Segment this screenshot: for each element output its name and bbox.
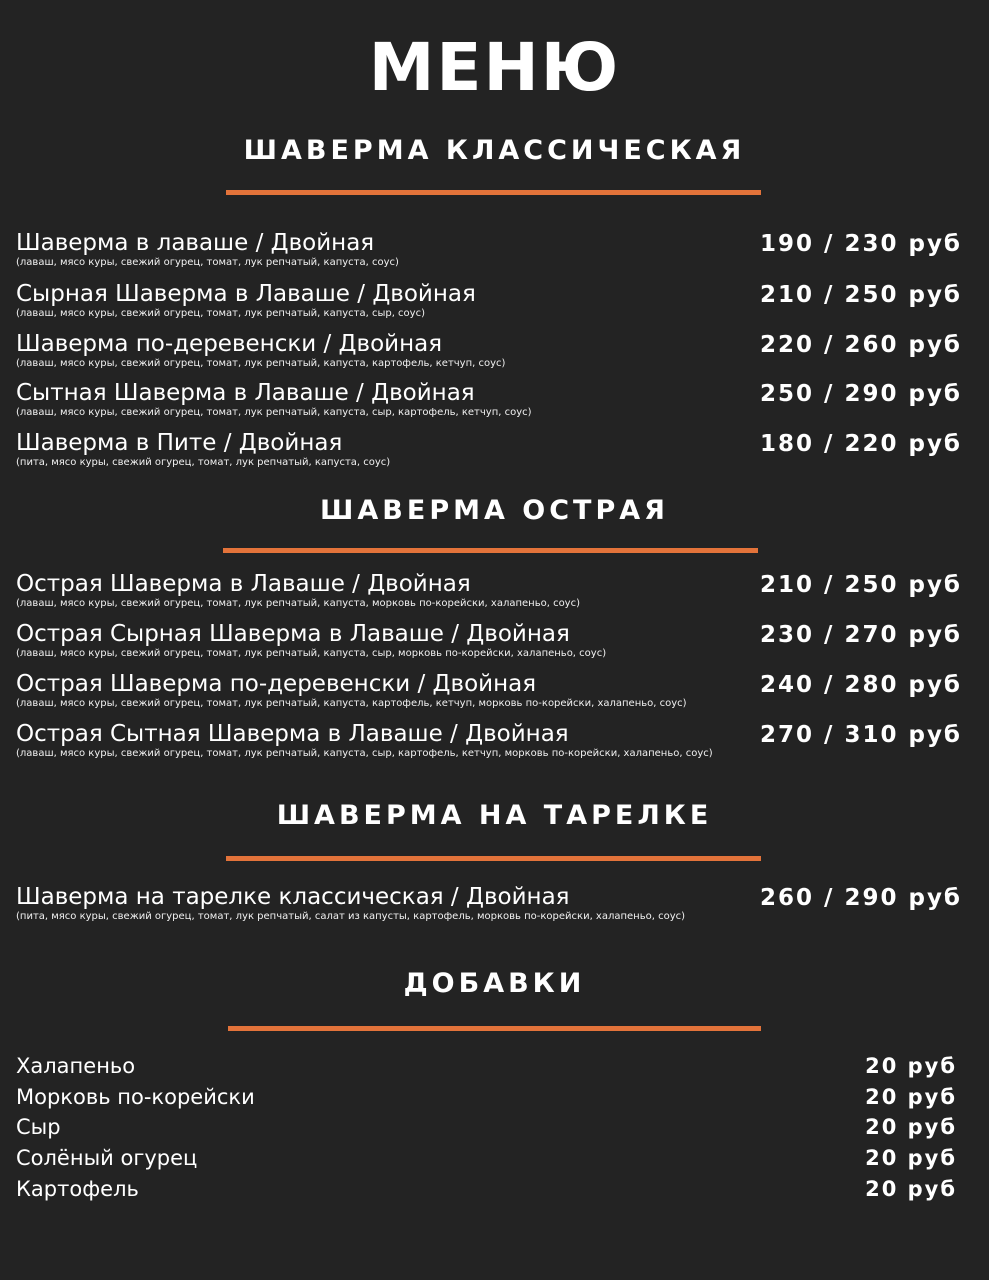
item-price: 210 / 250 руб: [760, 572, 962, 598]
addon-price: 20 руб: [865, 1146, 957, 1170]
addon-name: Морковь по-корейски: [16, 1085, 255, 1109]
section-divider: [226, 856, 761, 861]
item-description: (пита, мясо куры, свежий огурец, томат, лук репчатый, салат из капусты, картофель, морковь по-корейски, халапеньо, соус): [16, 911, 686, 922]
section-title-spicy: ШАВЕРМА ОСТРАЯ: [320, 495, 669, 526]
addon-item: [16, 1144, 957, 1174]
menu-item: [16, 330, 962, 380]
page-title: МЕНЮ: [368, 29, 621, 106]
addon-item: [16, 1113, 957, 1143]
addon-name: Халапеньо: [16, 1054, 136, 1078]
item-price: 260 / 290 руб: [760, 885, 962, 911]
menu-item: [16, 280, 962, 330]
item-description: (лаваш, мясо куры, свежий огурец, томат, лук репчатый, капуста, сыр, картофель, кетчуп, соус): [16, 407, 532, 418]
item-price: 240 / 280 руб: [760, 672, 962, 698]
item-name: Сырная Шаверма в Лаваше / Двойная: [16, 281, 476, 307]
item-price: 210 / 250 руб: [760, 282, 962, 308]
section-divider: [223, 548, 758, 553]
addon-name: Сыр: [16, 1115, 61, 1139]
addon-name: Солёный огурец: [16, 1146, 198, 1170]
item-price: 220 / 260 руб: [760, 332, 962, 358]
item-name: Острая Сытная Шаверма в Лаваше / Двойная: [16, 721, 569, 747]
section-divider: [228, 1026, 761, 1031]
addon-price: 20 руб: [865, 1054, 957, 1078]
section-title-classic: ШАВЕРМА КЛАССИЧЕСКАЯ: [243, 135, 746, 166]
addon-price: 20 руб: [865, 1115, 957, 1139]
item-name: Острая Шаверма в Лаваше / Двойная: [16, 571, 471, 597]
item-price: 180 / 220 руб: [760, 431, 962, 457]
item-description: (лаваш, мясо куры, свежий огурец, томат, лук репчатый, капуста, сыр, соус): [16, 308, 425, 319]
item-description: (лаваш, мясо куры, свежий огурец, томат, лук репчатый, капуста, картофель, кетчуп, соус): [16, 358, 506, 369]
menu-item: [16, 379, 962, 429]
item-price: 230 / 270 руб: [760, 622, 962, 648]
menu-item: [16, 670, 962, 720]
menu-item: [16, 620, 962, 670]
item-description: (лаваш, мясо куры, свежий огурец, томат, лук репчатый, капуста, соус): [16, 257, 399, 268]
addon-name: Картофель: [16, 1177, 139, 1201]
item-name: Шаверма на тарелке классическая / Двойная: [16, 884, 570, 910]
menu-item: [16, 229, 962, 279]
section-title-addons: ДОБАВКИ: [403, 968, 586, 999]
menu-item: [16, 570, 962, 620]
addon-item: [16, 1083, 957, 1113]
section-title-plate: ШАВЕРМА НА ТАРЕЛКЕ: [276, 800, 713, 831]
item-name: Сытная Шаверма в Лаваше / Двойная: [16, 380, 475, 406]
item-name: Острая Сырная Шаверма в Лаваше / Двойная: [16, 621, 570, 647]
addon-item: [16, 1175, 957, 1205]
item-description: (пита, мясо куры, свежий огурец, томат, лук репчатый, капуста, соус): [16, 457, 391, 468]
item-description: (лаваш, мясо куры, свежий огурец, томат, лук репчатый, капуста, морковь по-корейски, халапеньо, соус): [16, 598, 581, 609]
item-description: (лаваш, мясо куры, свежий огурец, томат, лук репчатый, капуста, сыр, морковь по-корейски, халапеньо, соус): [16, 648, 607, 659]
item-price: 250 / 290 руб: [760, 381, 962, 407]
section-divider: [226, 190, 761, 195]
addon-price: 20 руб: [865, 1177, 957, 1201]
item-name: Шаверма в лаваше / Двойная: [16, 230, 375, 256]
menu-item: [16, 883, 962, 933]
item-price: 270 / 310 руб: [760, 722, 962, 748]
addon-item: [16, 1052, 957, 1082]
menu-item: [16, 429, 962, 479]
addon-price: 20 руб: [865, 1085, 957, 1109]
item-description: (лаваш, мясо куры, свежий огурец, томат, лук репчатый, капуста, сыр, картофель, кетчуп, морковь по-корейски, халапеньо, соус): [16, 748, 713, 759]
item-description: (лаваш, мясо куры, свежий огурец, томат, лук репчатый, капуста, картофель, кетчуп, морковь по-корейски, халапеньо, соус): [16, 698, 687, 709]
menu-item: [16, 720, 962, 770]
item-name: Шаверма по-деревенски / Двойная: [16, 331, 443, 357]
item-name: Шаверма в Пите / Двойная: [16, 430, 343, 456]
item-name: Острая Шаверма по-деревенски / Двойная: [16, 671, 537, 697]
item-price: 190 / 230 руб: [760, 231, 962, 257]
